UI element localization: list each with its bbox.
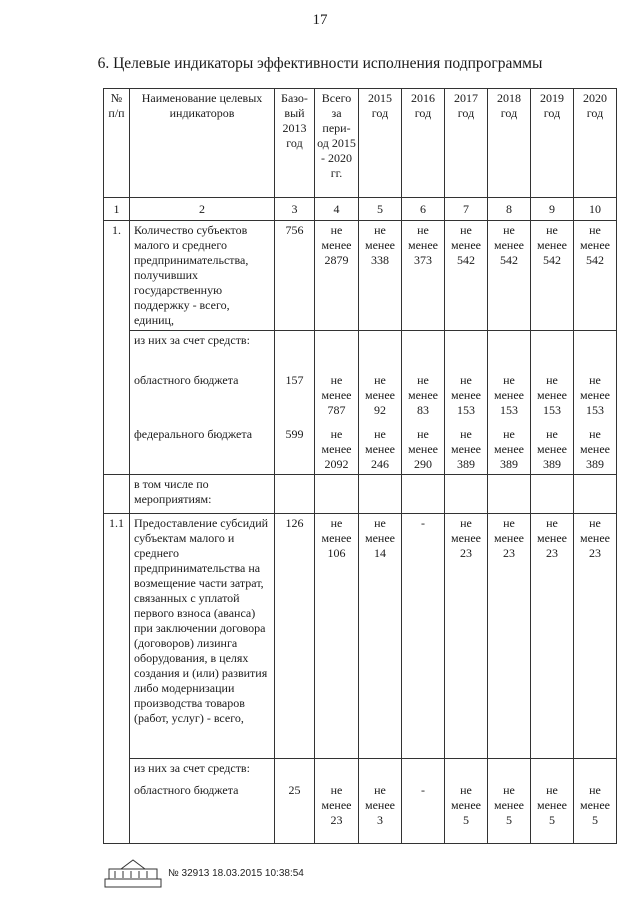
- row-num: [104, 475, 130, 514]
- row-value: [531, 759, 574, 782]
- row-value: не менее 290: [402, 425, 445, 475]
- column-number-row: [104, 198, 617, 221]
- row-base: [275, 759, 315, 782]
- row-value: не менее 23: [531, 514, 574, 759]
- row-value: не менее 2879: [315, 221, 359, 331]
- header-base: Базо-вый 2013 год: [275, 89, 315, 198]
- table-row: [104, 514, 617, 759]
- table-row: [104, 781, 617, 844]
- row-value: [574, 759, 617, 782]
- building-stamp-icon: [103, 857, 163, 889]
- row-value: не менее 389: [445, 425, 488, 475]
- row-name: областного бюджета: [130, 371, 275, 425]
- row-value: не менее 83: [402, 371, 445, 425]
- row-base: 756: [275, 221, 315, 331]
- section-title: 6. Целевые индикаторы эффективности исполнения подпрограммы: [97, 55, 543, 72]
- row-value: не менее 542: [531, 221, 574, 331]
- row-value: [359, 331, 402, 372]
- row-num: [104, 425, 130, 475]
- col-number: 8: [488, 198, 531, 221]
- row-num: [104, 759, 130, 782]
- col-number: 5: [359, 198, 402, 221]
- row-value: не менее 389: [531, 425, 574, 475]
- row-value: [531, 331, 574, 372]
- row-value: не менее 14: [359, 514, 402, 759]
- row-value: не менее 153: [488, 371, 531, 425]
- row-value: [402, 475, 445, 514]
- table-row: [104, 475, 617, 514]
- row-value: не менее 23: [315, 781, 359, 844]
- table-row: [104, 759, 617, 782]
- row-value: [402, 331, 445, 372]
- row-name: из них за счет средств:: [130, 331, 275, 372]
- row-value: -: [402, 781, 445, 844]
- col-number: 2: [130, 198, 275, 221]
- col-number: 6: [402, 198, 445, 221]
- row-value: [359, 475, 402, 514]
- row-value: не менее 373: [402, 221, 445, 331]
- row-value: [488, 331, 531, 372]
- row-name: Количество субъектов малого и среднего предпринимательства, получивших государственную поддержку - всего, единиц,: [130, 221, 275, 331]
- row-name: Предоставление субсидий субъектам малого и среднего предпринимательства на возмещение части затрат, связанных с уплатой первого взноса (аванса) при заключении договора (договоров) лизинга оборудования, в целях создания и (или) развития либо модернизации производства товаров (работ, услуг) - всего,: [130, 514, 275, 759]
- col-number: 4: [315, 198, 359, 221]
- row-value: [574, 331, 617, 372]
- row-name: областного бюджета: [130, 781, 275, 844]
- row-value: не менее 23: [488, 514, 531, 759]
- row-value: не менее 153: [445, 371, 488, 425]
- row-value: не менее 542: [488, 221, 531, 331]
- col-number: 7: [445, 198, 488, 221]
- row-num: 1.1: [104, 514, 130, 759]
- row-value: [359, 759, 402, 782]
- row-value: не менее 153: [574, 371, 617, 425]
- row-value: не менее 246: [359, 425, 402, 475]
- registration-stamp: № 32913 18.03.2015 10:38:54: [168, 868, 304, 879]
- row-num: 1.: [104, 221, 130, 331]
- row-value: не менее 5: [574, 781, 617, 844]
- row-value: не менее 389: [574, 425, 617, 475]
- header-2019: 2019 год: [531, 89, 574, 198]
- row-value: [488, 475, 531, 514]
- indicators-table: [103, 88, 617, 844]
- row-value: [445, 475, 488, 514]
- row-base: 157: [275, 371, 315, 425]
- row-value: не менее 389: [488, 425, 531, 475]
- row-value: [315, 331, 359, 372]
- row-name: федерального бюджета: [130, 425, 275, 475]
- header-2016: 2016 год: [402, 89, 445, 198]
- row-value: не менее 542: [574, 221, 617, 331]
- header-2018: 2018 год: [488, 89, 531, 198]
- row-value: [445, 759, 488, 782]
- row-value: не менее 106: [315, 514, 359, 759]
- row-name: в том числе по мероприятиям:: [130, 475, 275, 514]
- row-value: [315, 759, 359, 782]
- row-base: [275, 331, 315, 372]
- header-num: № п/п: [104, 89, 130, 198]
- header-name: Наименование целевых индикаторов: [130, 89, 275, 198]
- row-num: [104, 781, 130, 844]
- row-value: не менее 5: [445, 781, 488, 844]
- table-row: [104, 425, 617, 475]
- col-number: 3: [275, 198, 315, 221]
- row-name: из них за счет средств:: [130, 759, 275, 782]
- table-header-row: [104, 89, 617, 198]
- col-number: 9: [531, 198, 574, 221]
- header-2015: 2015 год: [359, 89, 402, 198]
- row-value: не менее 153: [531, 371, 574, 425]
- table-row: [104, 371, 617, 425]
- row-base: [275, 475, 315, 514]
- row-value: не менее 23: [445, 514, 488, 759]
- row-value: не менее 787: [315, 371, 359, 425]
- row-value: -: [402, 514, 445, 759]
- row-value: [488, 759, 531, 782]
- row-value: не менее 542: [445, 221, 488, 331]
- row-value: не менее 338: [359, 221, 402, 331]
- table-row: [104, 221, 617, 331]
- row-value: [574, 475, 617, 514]
- row-value: не менее 3: [359, 781, 402, 844]
- row-value: [315, 475, 359, 514]
- row-num: [104, 331, 130, 372]
- row-num: [104, 371, 130, 425]
- row-value: [531, 475, 574, 514]
- row-value: не менее 5: [531, 781, 574, 844]
- header-2017: 2017 год: [445, 89, 488, 198]
- col-number: 1: [104, 198, 130, 221]
- row-value: не менее 23: [574, 514, 617, 759]
- row-value: [402, 759, 445, 782]
- row-value: не менее 5: [488, 781, 531, 844]
- row-value: не менее 92: [359, 371, 402, 425]
- table-row: [104, 331, 617, 372]
- header-total: Всего за пери-од 2015 - 2020 гг.: [315, 89, 359, 198]
- row-base: 599: [275, 425, 315, 475]
- header-2020: 2020 год: [574, 89, 617, 198]
- row-value: [445, 331, 488, 372]
- row-value: не менее 2092: [315, 425, 359, 475]
- col-number: 10: [574, 198, 617, 221]
- row-base: 126: [275, 514, 315, 759]
- row-base: 25: [275, 781, 315, 844]
- page-number: 17: [312, 12, 328, 28]
